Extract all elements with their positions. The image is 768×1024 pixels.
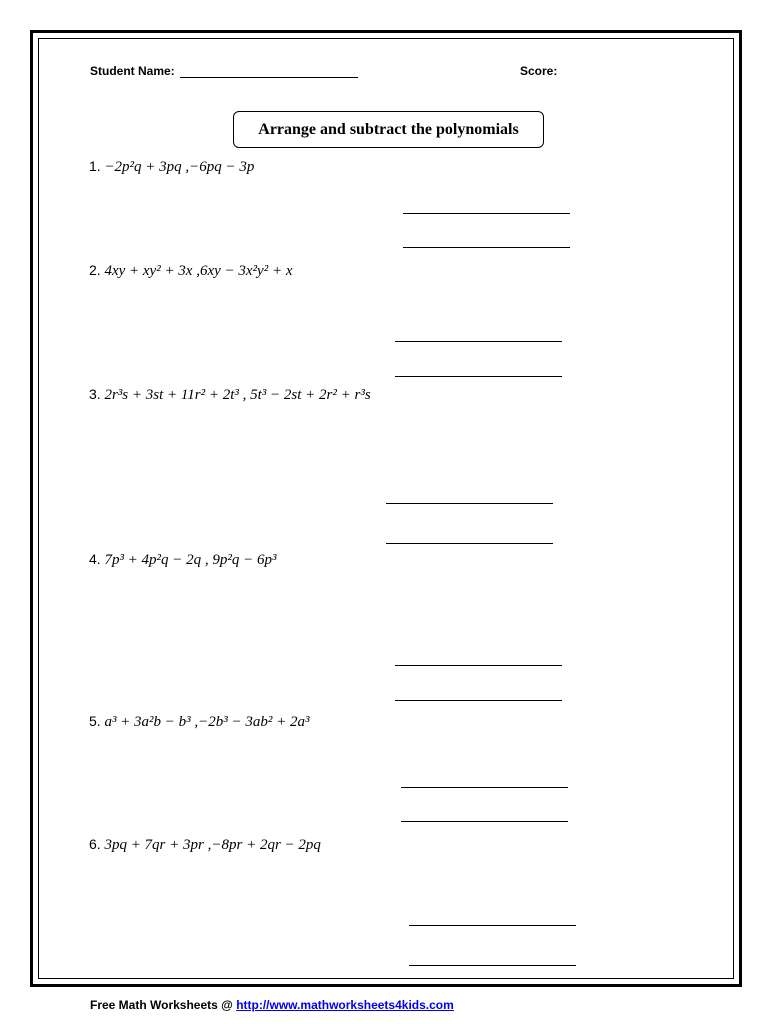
answer-line[interactable] xyxy=(401,821,568,822)
answer-line[interactable] xyxy=(395,700,562,701)
footer xyxy=(90,998,454,1012)
answer-line[interactable] xyxy=(386,503,553,504)
answer-line[interactable] xyxy=(403,213,570,214)
student-name-label: Student Name: xyxy=(90,64,175,78)
answer-line[interactable] xyxy=(386,543,553,544)
answer-line[interactable] xyxy=(395,376,562,377)
problem-6 xyxy=(89,836,321,854)
problem-expression: −2p²q + 3pq ,−6pq − 3p xyxy=(104,159,255,175)
answer-line[interactable] xyxy=(409,925,576,926)
problem-2 xyxy=(89,262,293,280)
answer-line[interactable] xyxy=(401,787,568,788)
problem-number: 1. xyxy=(89,158,101,174)
problem-number: 3. xyxy=(89,386,101,402)
problem-3 xyxy=(89,386,371,404)
problem-expression: 3pq + 7qr + 3pr ,−8pr + 2qr − 2pq xyxy=(104,837,321,853)
worksheet-title: Arrange and subtract the polynomials xyxy=(233,111,544,148)
student-name-blank[interactable] xyxy=(180,77,358,78)
problem-4 xyxy=(89,551,277,569)
score-label: Score: xyxy=(520,64,558,78)
answer-line[interactable] xyxy=(409,965,576,966)
answer-line[interactable] xyxy=(403,247,570,248)
footer-link[interactable]: http://www.mathworksheets4kids.com xyxy=(236,998,454,1012)
problem-1 xyxy=(89,158,254,176)
problem-expression: 4xy + xy² + 3x ,6xy − 3x²y² + x xyxy=(104,263,293,279)
answer-line[interactable] xyxy=(395,665,562,666)
problem-number: 4. xyxy=(89,551,101,567)
problem-expression: 7p³ + 4p²q − 2q , 9p²q − 6p³ xyxy=(104,552,277,568)
problem-number: 6. xyxy=(89,836,101,852)
problem-expression: 2r³s + 3st + 11r² + 2t³ , 5t³ − 2st + 2r² + r³s xyxy=(104,387,371,403)
problem-number: 5. xyxy=(89,713,101,729)
problem-number: 2. xyxy=(89,262,101,278)
problem-5 xyxy=(89,713,310,731)
answer-line[interactable] xyxy=(395,341,562,342)
footer-label: Free Math Worksheets @ xyxy=(90,998,237,1012)
problem-expression: a³ + 3a²b − b³ ,−2b³ − 3ab² + 2a³ xyxy=(104,714,310,730)
